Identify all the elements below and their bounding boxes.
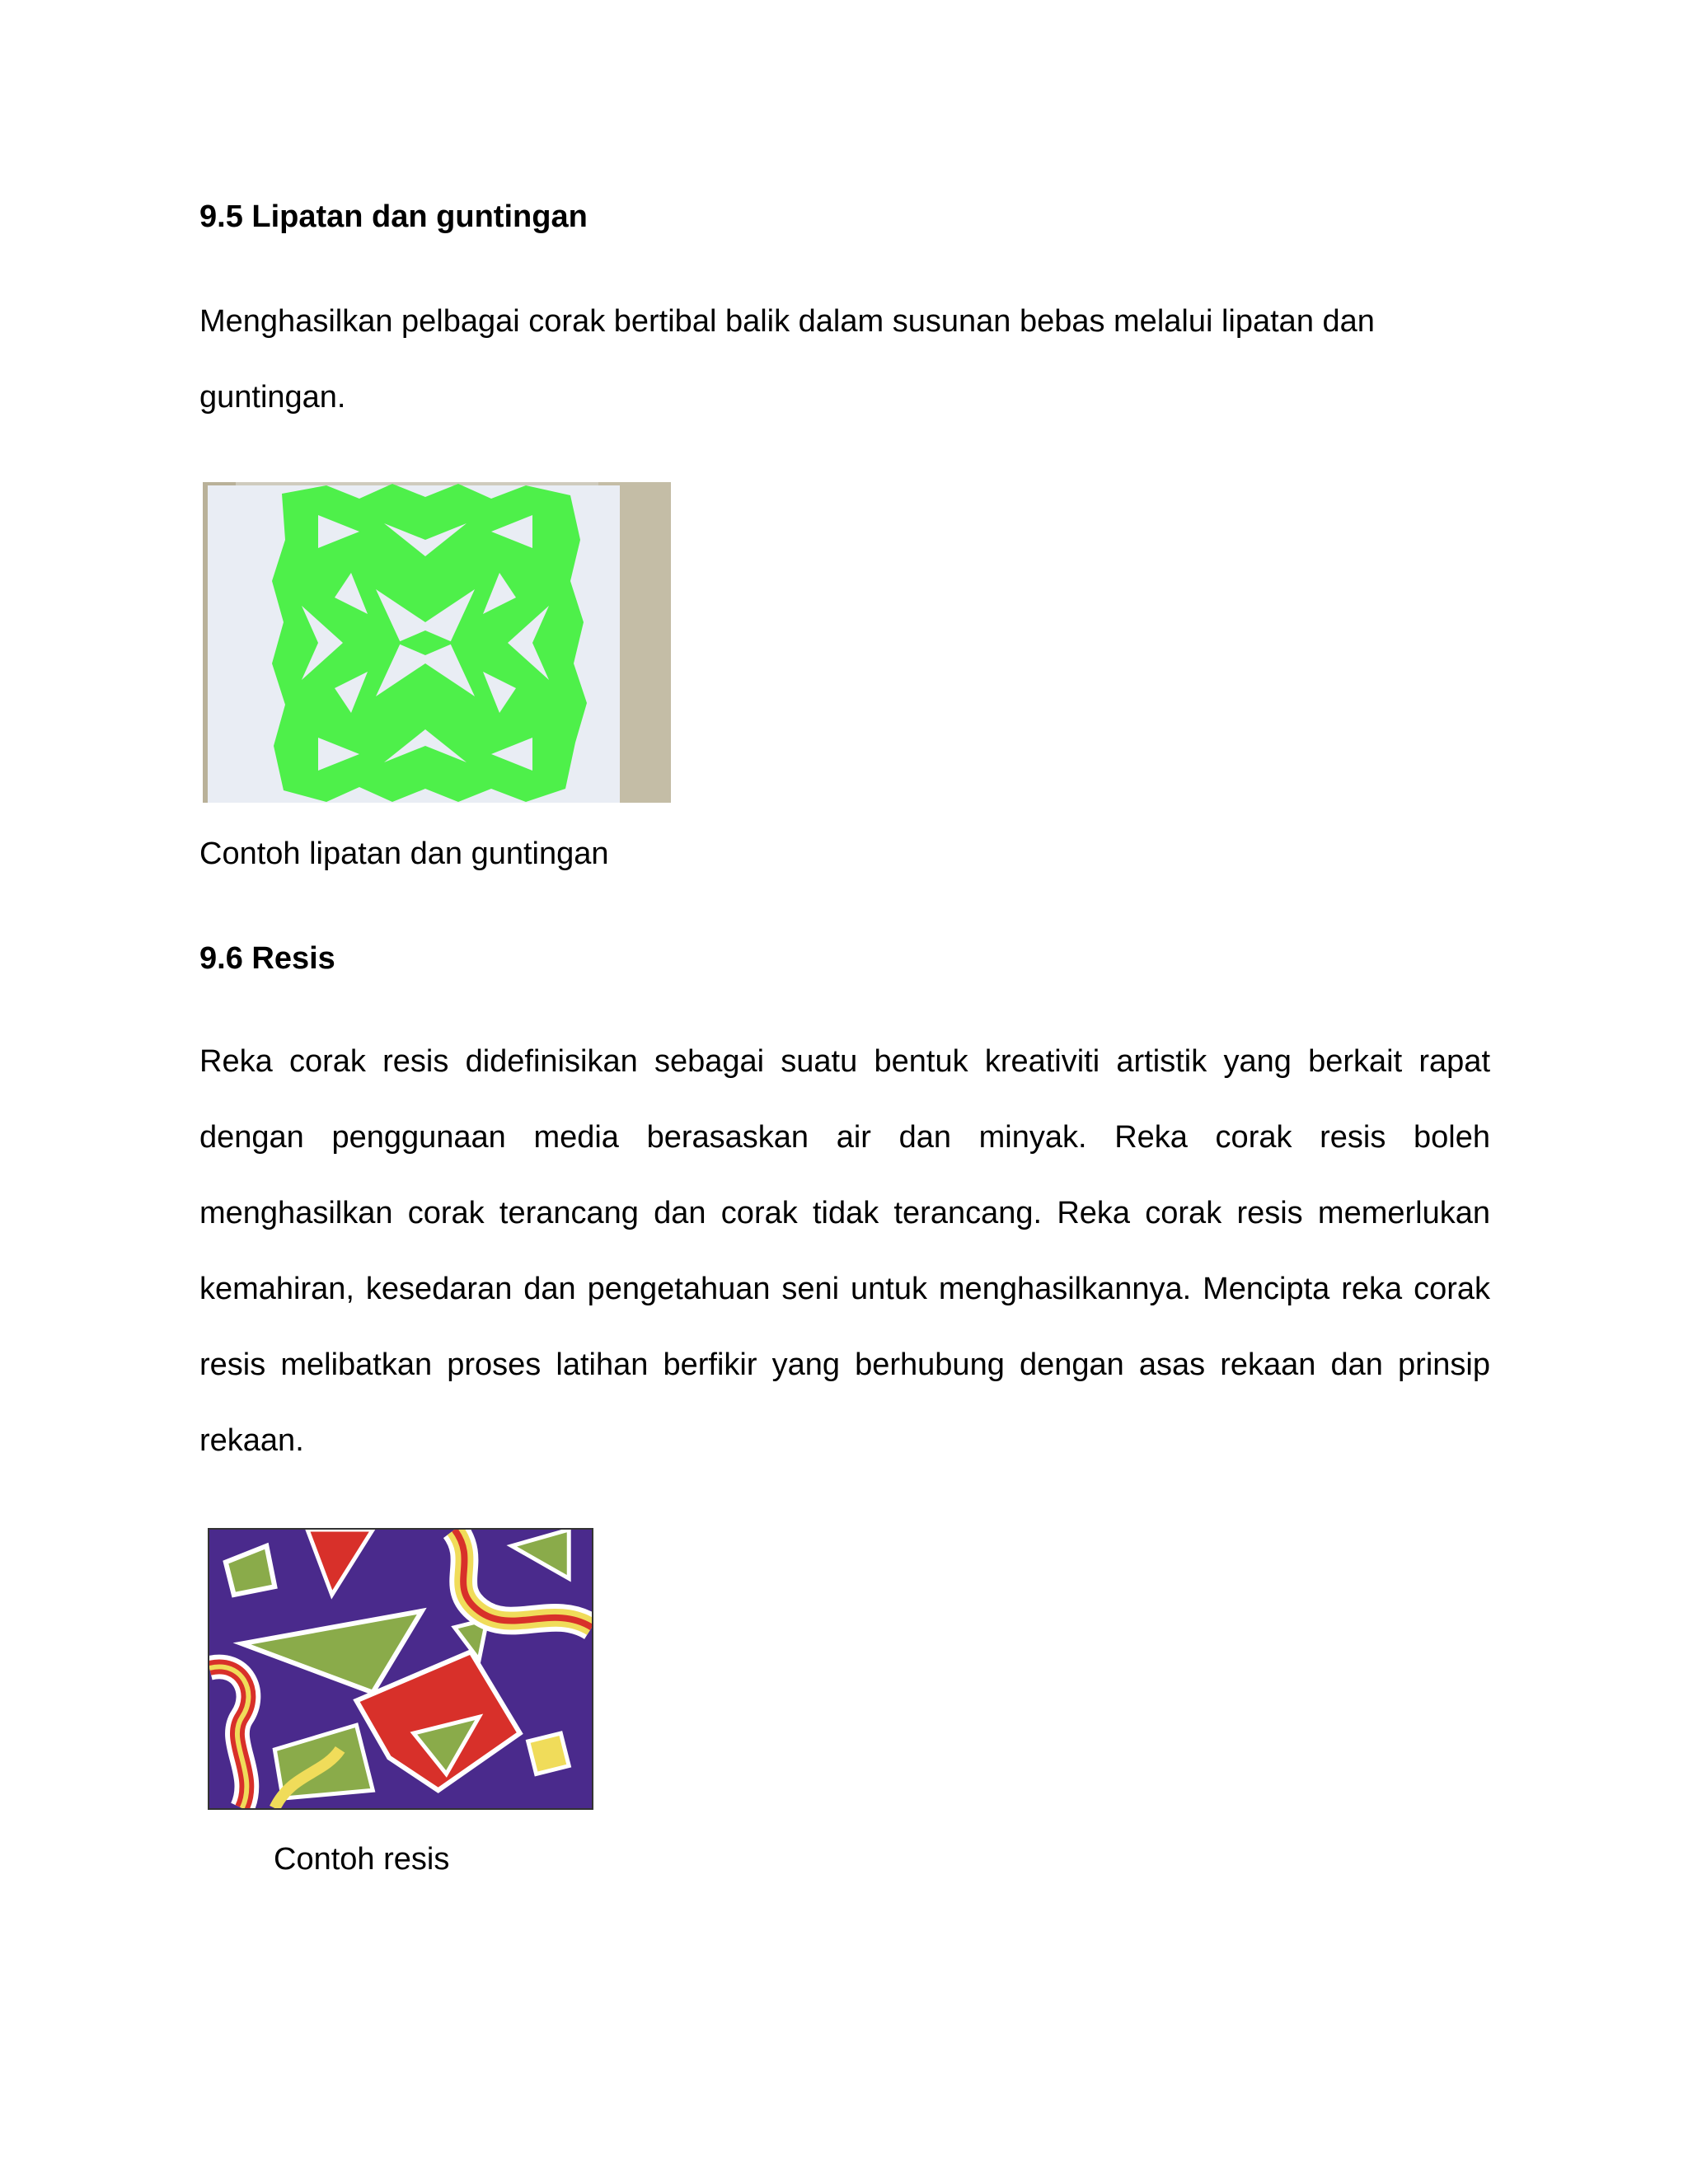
figure-caption-resis: Contoh resis (274, 1842, 450, 1877)
resis-artwork-image (208, 1528, 593, 1810)
figure-caption-lipatan: Contoh lipatan dan guntingan (199, 837, 609, 871)
section-heading-lipatan: 9.5 Lipatan dan guntingan (199, 199, 588, 234)
paragraph-lipatan: Menghasilkan pelbagai corak bertibal balik dalam susunan bebas melalui lipatan dan guntingan. (199, 304, 1375, 415)
paragraph-resis: Reka corak resis didefinisikan sebagai suatu bentuk kreativiti artistik yang berkait rapat dengan penggunaan media berasaskan air dan minyak. Reka corak resis boleh menghasilkan corak terancang dan corak tidak terancang. Reka corak resis memerlukan kemahiran, kesedaran dan pengetahuan seni untuk menghasilkannya. Mencipta reka corak resis melibatkan proses latihan berfikir yang berhubung dengan asas rekaan dan prinsip rekaan. (199, 1044, 1490, 1458)
paper-cut-pattern-image (203, 482, 671, 803)
section-heading-resis: 9.6 Resis (199, 941, 335, 976)
